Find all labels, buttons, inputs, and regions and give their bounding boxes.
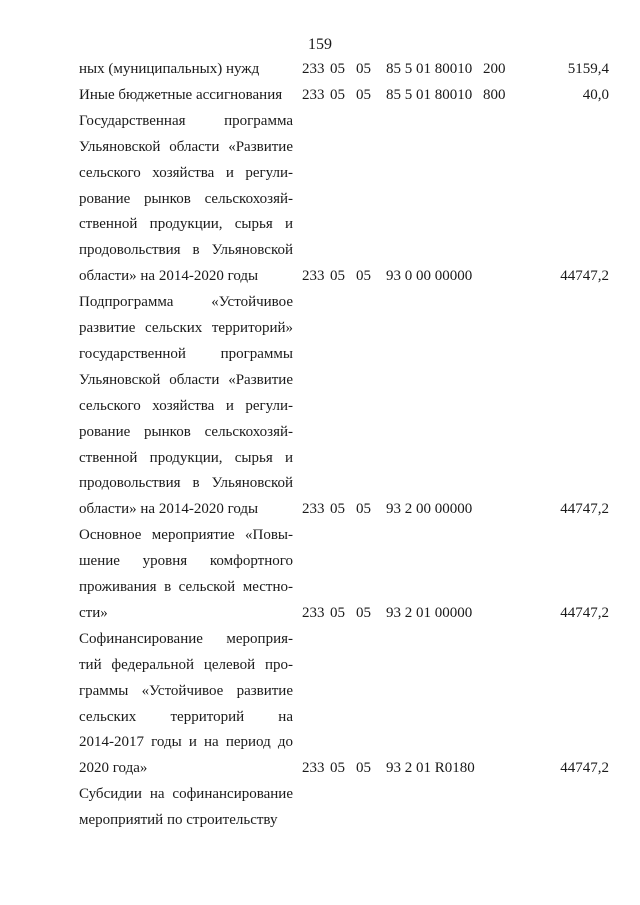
row-description: [79, 782, 293, 834]
cell-ved: 233: [302, 268, 325, 285]
cell-sum: 44747,2: [560, 604, 609, 621]
cell-ved: 233: [302, 501, 325, 518]
cell-pr: 05: [356, 61, 371, 77]
description-line: Софинансирование мероприя-: [79, 630, 293, 647]
cell-rz: 05: [330, 604, 345, 621]
cell-rz: 05: [330, 86, 345, 103]
cell-csr: 85 5 01 80010: [386, 86, 473, 103]
page-number: 159: [308, 36, 332, 53]
cell-rz: 05: [330, 501, 345, 518]
description-line: рование рынков сельскохозяй-: [79, 423, 293, 440]
cell-csr: 85 5 01 80010: [386, 61, 473, 77]
row-description: [79, 523, 293, 627]
description-line: сельского хозяйства и регули-: [79, 397, 293, 414]
description-line: 2020 года»: [79, 760, 148, 777]
description-line: продовольствия в Ульяновской: [79, 242, 293, 259]
description-line: Ульяновской области «Развитие: [79, 138, 293, 155]
description-line: развитие сельских территорий»: [79, 320, 293, 336]
row-description: [79, 83, 293, 109]
description-line: мероприятий по строительству: [79, 812, 278, 829]
row-description: [79, 57, 293, 83]
description-line: рование рынков сельскохозяй-: [79, 190, 293, 207]
cell-csr: 93 2 00 00000: [386, 501, 473, 518]
description-line: Ульяновской области «Развитие: [79, 371, 293, 388]
description-line: сельского хозяйства и регули-: [79, 164, 293, 181]
cell-pr: 05: [356, 604, 371, 621]
row-description: [79, 109, 293, 290]
description-line: сельских территорий на: [79, 708, 293, 725]
description-line: Субсидии на софинансирование: [79, 786, 293, 803]
description-line: сти»: [79, 604, 108, 621]
cell-pr: 05: [356, 501, 371, 518]
description-line: шение уровня комфортного: [79, 553, 293, 570]
cell-sum: 44747,2: [560, 760, 609, 777]
cell-pr: 05: [356, 760, 371, 777]
description-line: Иные бюджетные ассигнования: [79, 86, 283, 103]
description-line: ственной продукции, сырья и: [79, 216, 293, 233]
description-line: 2014-2017 годы и на период до: [79, 734, 293, 751]
description-line: граммы «Устойчивое развитие: [79, 682, 293, 699]
cell-csr: 93 2 01 00000: [386, 604, 473, 621]
cell-sum: 5159,4: [567, 61, 609, 77]
description-line: ных (муниципальных) нужд: [79, 61, 260, 77]
description-line: Подпрограмма «Устойчивое: [79, 294, 293, 311]
row-description: [79, 627, 293, 782]
cell-vr: 200: [483, 61, 506, 77]
row-description: [79, 290, 293, 523]
description-line: области» на 2014-2020 годы: [79, 501, 259, 518]
cell-rz: 05: [330, 268, 345, 285]
cell-pr: 05: [356, 86, 371, 103]
cell-ved: 233: [302, 760, 325, 777]
cell-rz: 05: [330, 61, 345, 77]
cell-sum: 44747,2: [560, 501, 609, 518]
cell-sum: 40,0: [582, 86, 609, 103]
description-line: продовольствия в Ульяновской: [79, 475, 293, 492]
description-line: тий федеральной целевой про-: [79, 656, 293, 673]
cell-csr: 93 2 01 R0180: [386, 760, 475, 777]
description-line: проживания в сельской местно-: [79, 579, 293, 595]
description-line: Основное мероприятие «Повы-: [79, 527, 293, 544]
description-line: ственной продукции, сырья и: [79, 449, 293, 466]
cell-pr: 05: [356, 268, 371, 285]
description-line: области» на 2014-2020 годы: [79, 268, 259, 285]
cell-csr: 93 0 00 00000: [386, 268, 473, 285]
cell-rz: 05: [330, 760, 345, 777]
description-line: Государственная программа: [79, 112, 293, 129]
cell-vr: 800: [483, 86, 506, 103]
description-line: государственной программы: [79, 345, 293, 362]
cell-ved: 233: [302, 604, 325, 621]
cell-ved: 233: [302, 61, 325, 77]
cell-sum: 44747,2: [560, 268, 609, 285]
cell-ved: 233: [302, 86, 325, 103]
